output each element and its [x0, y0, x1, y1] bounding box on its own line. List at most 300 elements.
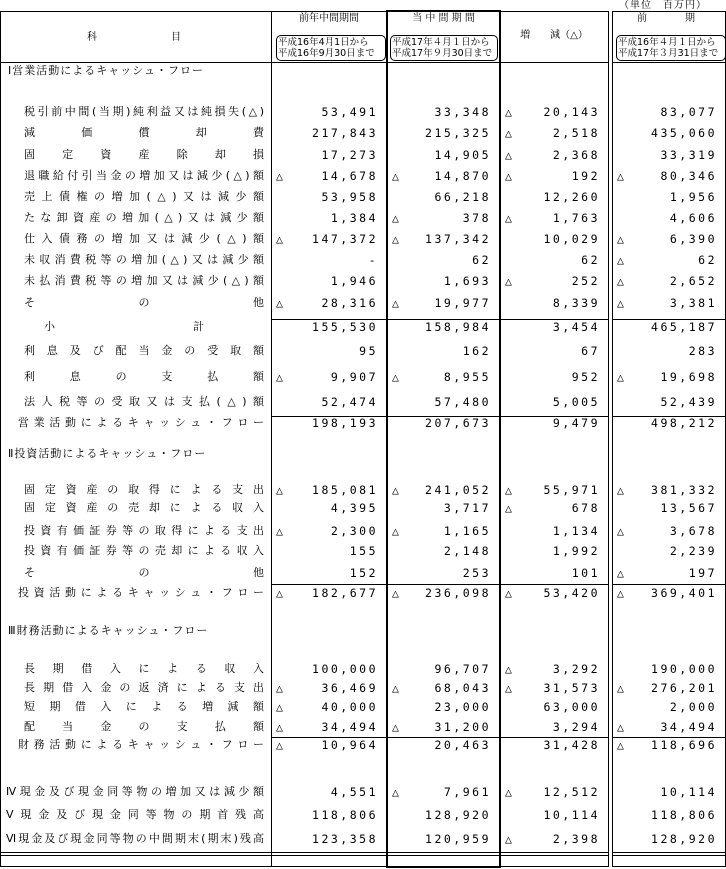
negative-mark: △	[276, 524, 283, 538]
value-cell-c1	[272, 482, 386, 498]
header-curr-interim-to: 平成17年９月30日まで	[392, 48, 493, 59]
value-cell-c4	[613, 415, 725, 431]
cell-value: 31,200	[434, 720, 491, 734]
cell-value: 4,395	[330, 501, 378, 515]
header-prev-interim-from: 平成16年4月1日から	[278, 37, 369, 48]
value-cell-c2	[388, 394, 499, 410]
row-label: 投資活動によるキャッシュ・フロー	[18, 586, 264, 599]
negative-mark: △	[392, 586, 399, 600]
cell-value: 53,958	[321, 190, 378, 204]
value-cell-c2	[388, 500, 499, 516]
cell-value: 2,518	[552, 126, 600, 140]
value-cell-c4	[613, 273, 725, 289]
value-cell-c4	[613, 482, 725, 498]
cell-value: 2,148	[443, 544, 491, 558]
negative-mark: △	[276, 586, 283, 600]
cell-value: 13,567	[660, 501, 717, 515]
value-cell-c1	[272, 699, 386, 715]
value-cell-c4	[613, 523, 725, 539]
negative-mark: △	[617, 524, 624, 538]
cell-value: 162	[462, 344, 491, 358]
value-cell-c1	[272, 543, 386, 559]
cell-value: 96,707	[434, 662, 491, 676]
cell-value: 197	[688, 566, 717, 580]
value-cell-c3	[501, 699, 608, 715]
value-cell-c1	[272, 189, 386, 205]
value-cell-c4	[613, 394, 725, 410]
cell-value: 1,946	[330, 274, 378, 288]
row-label: 法人税等の受取又は支払(△)額	[24, 395, 264, 408]
negative-mark: △	[617, 586, 624, 600]
value-cell-c1	[272, 737, 386, 753]
value-cell-c1	[272, 807, 386, 823]
negative-mark: △	[392, 232, 399, 246]
value-cell-c1	[272, 661, 386, 677]
cell-value: 36,469	[321, 681, 378, 695]
negative-mark: △	[276, 169, 283, 183]
negative-mark: △	[617, 232, 624, 246]
cell-value: 55,971	[543, 483, 600, 497]
negative-mark: △	[505, 105, 512, 119]
cell-value: 62	[698, 253, 717, 267]
row-label: 固定資産除却損	[24, 148, 264, 161]
negative-mark: △	[617, 681, 624, 695]
cell-value: 9,907	[330, 370, 378, 384]
cell-value: 101	[571, 566, 600, 580]
cell-value: 198,193	[312, 416, 378, 430]
value-cell-c1	[272, 369, 386, 385]
cell-value: 6,390	[669, 232, 717, 246]
cell-value: 40,000	[321, 700, 378, 714]
cell-value: 83,077	[660, 105, 717, 119]
value-cell-c3	[501, 719, 608, 735]
cell-value: 369,401	[651, 586, 717, 600]
value-cell-c4	[613, 189, 725, 205]
row-label: そ の 他	[24, 566, 264, 579]
value-cell-c4	[613, 319, 725, 335]
cell-value: 7,961	[443, 785, 491, 799]
value-cell-c3	[501, 295, 608, 311]
row-label: 小 計	[44, 320, 204, 333]
row-label: 固定資産の取得による支出	[24, 483, 264, 496]
row-label: 未払消費税等の増加又は減少(△)額	[24, 274, 264, 287]
value-cell-c3	[501, 394, 608, 410]
row-label: 利 息 の 支 払 額	[24, 370, 264, 383]
header-curr-interim-period	[390, 35, 498, 61]
cell-value: 12,512	[543, 785, 600, 799]
cell-value: 8,955	[443, 370, 491, 384]
cell-value: 3,454	[552, 320, 600, 334]
cell-value: 147,372	[312, 232, 378, 246]
cell-value: 155	[349, 544, 378, 558]
negative-mark: △	[617, 274, 624, 288]
value-cell-c3	[501, 273, 608, 289]
negative-mark: △	[617, 738, 624, 752]
value-cell-c1	[272, 565, 386, 581]
cell-value: 435,060	[651, 126, 717, 140]
value-cell-c3	[501, 104, 608, 120]
value-cell-c3	[501, 319, 608, 335]
value-cell-c4	[613, 125, 725, 141]
cell-value: 1,956	[669, 190, 717, 204]
cell-value: 10,029	[543, 232, 600, 246]
value-cell-c1	[272, 252, 386, 268]
value-cell-c3	[501, 543, 608, 559]
value-cell-c2	[388, 680, 499, 696]
value-cell-c1	[272, 343, 386, 359]
value-cell-c3	[501, 125, 608, 141]
cell-value: 185,081	[312, 483, 378, 497]
cell-value: 33,319	[660, 148, 717, 162]
cell-value: 190,000	[651, 662, 717, 676]
value-cell-c1	[272, 295, 386, 311]
value-cell-c1	[272, 831, 386, 847]
row-label: 財務活動によるキャッシュ・フロー	[18, 738, 264, 751]
negative-mark: △	[392, 681, 399, 695]
value-cell-c4	[613, 719, 725, 735]
value-cell-c1	[272, 784, 386, 800]
value-cell-c4	[613, 831, 725, 847]
cell-value: 137,342	[425, 232, 491, 246]
cell-value: 31,573	[543, 681, 600, 695]
cell-value: 678	[571, 501, 600, 515]
cell-value: 158,984	[425, 320, 491, 334]
cell-value: 3,678	[669, 524, 717, 538]
cell-value: 80,346	[660, 169, 717, 183]
value-cell-c3	[501, 415, 608, 431]
negative-mark: △	[392, 169, 399, 183]
cell-value: 2,000	[669, 700, 717, 714]
row-label: たな卸資産の増加(△)又は減少額	[24, 211, 264, 224]
header-prev-interim-period	[276, 35, 386, 61]
value-cell-c2	[388, 661, 499, 677]
value-cell-c4	[613, 168, 725, 184]
cell-value: 57,480	[434, 395, 491, 409]
header-prev-full-period	[616, 35, 726, 61]
value-cell-c2	[388, 231, 499, 247]
value-cell-c1	[272, 273, 386, 289]
cell-value: 33,348	[434, 105, 491, 119]
negative-mark: △	[617, 483, 624, 497]
value-cell-c1	[272, 147, 386, 163]
value-cell-c4	[613, 343, 725, 359]
value-cell-c2	[388, 807, 499, 823]
cell-value: 498,212	[651, 416, 717, 430]
value-cell-c4	[613, 807, 725, 823]
cell-value: 253	[462, 566, 491, 580]
cell-value: 23,000	[434, 700, 491, 714]
cell-value: 4,606	[669, 211, 717, 225]
cell-value: -	[368, 253, 378, 267]
row-label: 短期借入による増減額	[24, 700, 264, 713]
cell-value: 62	[581, 253, 600, 267]
value-cell-c1	[272, 415, 386, 431]
row-label: 退職給付引当金の増加又は減少(△)額	[24, 169, 264, 182]
negative-mark: △	[276, 296, 283, 310]
negative-mark: △	[505, 169, 512, 183]
value-cell-c4	[613, 252, 725, 268]
row-label: 営業活動によるキャッシュ・フロー	[18, 416, 264, 429]
value-cell-c2	[388, 523, 499, 539]
value-cell-c3	[501, 565, 608, 581]
header-prev-full-title: 前 期	[637, 13, 701, 24]
value-cell-c2	[388, 168, 499, 184]
negative-mark: △	[505, 148, 512, 162]
value-cell-c1	[272, 125, 386, 141]
value-cell-c3	[501, 585, 608, 601]
negative-mark: △	[505, 274, 512, 288]
cell-value: 14,870	[434, 169, 491, 183]
value-cell-c2	[388, 343, 499, 359]
cell-value: 192	[571, 169, 600, 183]
cell-value: 952	[571, 370, 600, 384]
value-cell-c1	[272, 210, 386, 226]
cell-value: 19,977	[434, 296, 491, 310]
value-cell-c2	[388, 319, 499, 335]
negative-mark: △	[392, 720, 399, 734]
cell-value: 1,992	[552, 544, 600, 558]
cell-value: 120,959	[425, 832, 491, 846]
value-cell-c4	[613, 104, 725, 120]
cell-value: 215,325	[425, 126, 491, 140]
row-label: 配 当 金 の 支 払 額	[24, 720, 264, 733]
cell-value: 2,368	[552, 148, 600, 162]
cell-value: 2,239	[669, 544, 717, 558]
value-cell-c3	[501, 168, 608, 184]
header-prev-interim-to: 平成16年9月30日まで	[278, 48, 375, 59]
row-label: 未収消費税等の増加(△)又は減少額	[24, 253, 264, 266]
header-curr-interim-from: 平成17年４月１日から	[392, 37, 490, 48]
row-label: 利息及び配当金の受取額	[24, 344, 264, 357]
cell-value: 12,260	[543, 190, 600, 204]
negative-mark: △	[276, 370, 283, 384]
negative-mark: △	[617, 566, 624, 580]
negative-mark: △	[505, 211, 512, 225]
value-cell-c4	[613, 565, 725, 581]
row-label: Ⅵ現金及び現金同等物の中間期末(期末)残高	[6, 832, 264, 845]
value-cell-c2	[388, 699, 499, 715]
cell-value: 3,292	[552, 662, 600, 676]
value-cell-c2	[388, 147, 499, 163]
value-cell-c2	[388, 585, 499, 601]
cell-value: 20,463	[434, 738, 491, 752]
value-cell-c4	[613, 661, 725, 677]
value-cell-c3	[501, 210, 608, 226]
negative-mark: △	[276, 681, 283, 695]
negative-mark: △	[617, 253, 624, 267]
value-cell-c4	[613, 147, 725, 163]
cell-value: 9,479	[552, 416, 600, 430]
row-label: Ⅱ投資活動によるキャッシュ・フロー	[8, 447, 207, 460]
cell-value: 236,098	[425, 586, 491, 600]
value-cell-c3	[501, 523, 608, 539]
row-label: 長期借入による収入	[24, 662, 264, 675]
value-cell-c2	[388, 252, 499, 268]
value-cell-c4	[613, 737, 725, 753]
cell-value: 10,114	[543, 808, 600, 822]
value-cell-c3	[501, 147, 608, 163]
header-prev-full-from: 平成16年４月１日から	[618, 37, 716, 48]
value-cell-c1	[272, 500, 386, 516]
value-cell-c3	[501, 252, 608, 268]
value-cell-c2	[388, 784, 499, 800]
cell-value: 118,806	[312, 808, 378, 822]
cell-value: 2,398	[552, 832, 600, 846]
value-cell-c1	[272, 168, 386, 184]
cell-value: 67	[581, 344, 600, 358]
value-cell-c2	[388, 831, 499, 847]
value-cell-c3	[501, 482, 608, 498]
value-cell-c4	[613, 585, 725, 601]
negative-mark: △	[505, 662, 512, 676]
value-cell-c1	[272, 394, 386, 410]
cell-value: 62	[472, 253, 491, 267]
value-cell-c2	[388, 104, 499, 120]
negative-mark: △	[276, 738, 283, 752]
cell-value: 34,494	[321, 720, 378, 734]
header-curr-interim-title: 当 中 間 期 間	[412, 13, 475, 24]
cell-value: 118,696	[651, 738, 717, 752]
value-cell-c2	[388, 482, 499, 498]
value-cell-c4	[613, 295, 725, 311]
value-cell-c2	[388, 543, 499, 559]
cell-value: 52,474	[321, 395, 378, 409]
unit-label: （単位 百万円）	[619, 0, 707, 11]
cell-value: 34,494	[660, 720, 717, 734]
cell-value: 155,530	[312, 320, 378, 334]
value-cell-c1	[272, 523, 386, 539]
value-cell-c3	[501, 680, 608, 696]
value-cell-c1	[272, 231, 386, 247]
value-cell-c3	[501, 369, 608, 385]
value-cell-c1	[272, 319, 386, 335]
value-cell-c4	[613, 784, 725, 800]
row-label: 長期借入金の返済による支出	[24, 681, 264, 694]
cell-value: 217,843	[312, 126, 378, 140]
value-cell-c2	[388, 273, 499, 289]
cell-value: 10,964	[321, 738, 378, 752]
row-label: Ⅴ現金及び現金同等物の期首残高	[6, 808, 264, 821]
cell-value: 241,052	[425, 483, 491, 497]
negative-mark: △	[617, 169, 624, 183]
cell-value: 128,920	[651, 832, 717, 846]
row-label: 減価償却費	[24, 126, 264, 139]
cell-value: 3,294	[552, 720, 600, 734]
negative-mark: △	[617, 720, 624, 734]
cell-value: 2,300	[330, 524, 378, 538]
row-label: 固定資産の売却による収入	[24, 501, 264, 514]
value-cell-c4	[613, 543, 725, 559]
negative-mark: △	[617, 370, 624, 384]
negative-mark: △	[276, 720, 283, 734]
cell-value: 31,428	[543, 738, 600, 752]
negative-mark: △	[392, 524, 399, 538]
negative-mark: △	[505, 785, 512, 799]
cell-value: 381,332	[651, 483, 717, 497]
header-prev-full-to: 平成17年３月31日まで	[618, 48, 719, 59]
value-cell-c2	[388, 369, 499, 385]
cell-value: 5,005	[552, 395, 600, 409]
value-cell-c3	[501, 500, 608, 516]
negative-mark: △	[505, 586, 512, 600]
cell-value: 1,693	[443, 274, 491, 288]
value-cell-c3	[501, 784, 608, 800]
row-label: 投資有価証券等の取得による支出	[24, 524, 264, 537]
cell-value: 1,384	[330, 211, 378, 225]
value-cell-c2	[388, 125, 499, 141]
value-cell-c2	[388, 295, 499, 311]
negative-mark: △	[617, 296, 624, 310]
value-cell-c3	[501, 831, 608, 847]
cell-value: 128,920	[425, 808, 491, 822]
negative-mark: △	[392, 483, 399, 497]
cell-value: 8,339	[552, 296, 600, 310]
negative-mark: △	[276, 483, 283, 497]
value-cell-c1	[272, 719, 386, 735]
cell-value: 63,000	[543, 700, 600, 714]
value-cell-c3	[501, 661, 608, 677]
value-cell-c3	[501, 343, 608, 359]
cell-value: 1,134	[552, 524, 600, 538]
cell-value: 283	[688, 344, 717, 358]
cell-value: 17,273	[321, 148, 378, 162]
cell-value: 465,187	[651, 320, 717, 334]
value-cell-c4	[613, 369, 725, 385]
value-cell-c2	[388, 719, 499, 735]
negative-mark: △	[505, 501, 512, 515]
negative-mark: △	[505, 126, 512, 140]
value-cell-c4	[613, 231, 725, 247]
negative-mark: △	[505, 681, 512, 695]
row-label: Ⅰ営業活動によるキャッシュ・フロー	[8, 64, 205, 77]
row-label: Ⅲ財務活動によるキャッシュ・フロー	[8, 624, 209, 637]
value-cell-c4	[613, 699, 725, 715]
cell-value: 3,381	[669, 296, 717, 310]
value-cell-c2	[388, 737, 499, 753]
negative-mark: △	[392, 785, 399, 799]
row-label: 売上債権の増加(△)又は減少額	[24, 190, 264, 203]
value-cell-c3	[501, 807, 608, 823]
negative-mark: △	[392, 211, 399, 225]
value-cell-c4	[613, 500, 725, 516]
cell-value: 66,218	[434, 190, 491, 204]
cell-value: 118,806	[651, 808, 717, 822]
cell-value: 28,316	[321, 296, 378, 310]
negative-mark: △	[505, 483, 512, 497]
cell-value: 4,551	[330, 785, 378, 799]
cell-value: 20,143	[543, 105, 600, 119]
cell-value: 68,043	[434, 681, 491, 695]
header-item: 科 目	[87, 32, 183, 43]
value-cell-c1	[272, 680, 386, 696]
value-cell-c2	[388, 189, 499, 205]
cell-value: 10,114	[660, 785, 717, 799]
value-cell-c2	[388, 210, 499, 226]
value-cell-c4	[613, 680, 725, 696]
value-cell-c1	[272, 585, 386, 601]
cell-value: 152	[349, 566, 378, 580]
cell-value: 182,677	[312, 586, 378, 600]
value-cell-c3	[501, 189, 608, 205]
cell-value: 378	[462, 211, 491, 225]
cell-value: 3,717	[443, 501, 491, 515]
cell-value: 19,698	[660, 370, 717, 384]
header-prev-interim-title: 前年中間期間	[299, 13, 359, 24]
value-cell-c3	[501, 231, 608, 247]
cell-value: 100,000	[312, 662, 378, 676]
value-cell-c2	[388, 415, 499, 431]
negative-mark: △	[276, 700, 283, 714]
